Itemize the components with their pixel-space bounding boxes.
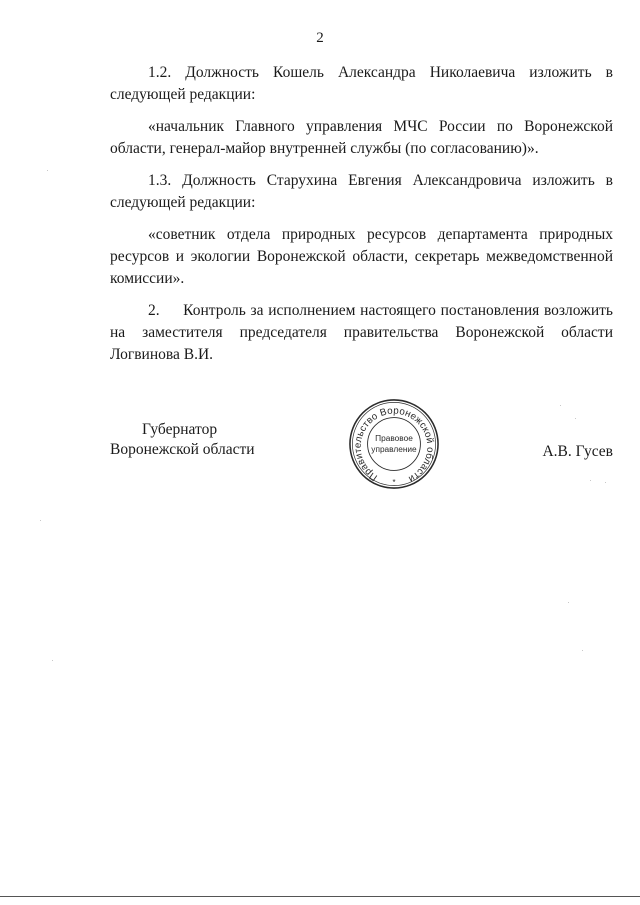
bottom-edge-rule <box>0 896 640 897</box>
signatory-name: А.В. Гусев <box>542 443 613 460</box>
scan-speck <box>40 520 41 521</box>
signatory-position <box>110 420 255 460</box>
scan-speck <box>590 480 591 481</box>
scan-speck <box>560 405 561 406</box>
stamp-center-line2: управление <box>371 443 417 454</box>
scan-speck <box>47 170 48 171</box>
document-body <box>110 62 613 376</box>
page-number: 2 <box>316 30 324 46</box>
position-title: Губернатор <box>142 421 218 438</box>
position-region: Воронежской области <box>110 441 255 458</box>
paragraph-2: 2. Контроль за исполнением настоящего постановления возложить на заместителя председателя правительства Воронежской области Логвинова В.И. <box>110 302 613 363</box>
stamp-star-icon: * <box>392 478 396 488</box>
stamp-ring-text: Правительство Воронежской области <box>352 405 436 485</box>
paragraph-1-2-text: «начальник Главного управления МЧС России по Воронежской области, генерал-майор внутренней службы (по согласованию)». <box>110 118 613 157</box>
scan-speck <box>605 482 606 483</box>
paragraph-1-3-text: «советник отдела природных ресурсов департамента природных ресурсов и экологии Воронежской области, секретарь межведомственной комиссии». <box>110 226 613 287</box>
paragraph-1-3: 1.3. Должность Старухина Евгения Александровича изложить в следующей редакции: <box>110 172 613 211</box>
scan-speck <box>575 418 576 419</box>
scan-speck <box>582 650 583 651</box>
scan-speck <box>52 660 53 661</box>
official-stamp <box>345 398 443 490</box>
stamp-center-line1: Правовое <box>375 433 413 444</box>
scan-speck <box>568 602 569 603</box>
paragraph-1-2: 1.2. Должность Кошель Александра Николаевича изложить в следующей редакции: <box>110 64 613 103</box>
